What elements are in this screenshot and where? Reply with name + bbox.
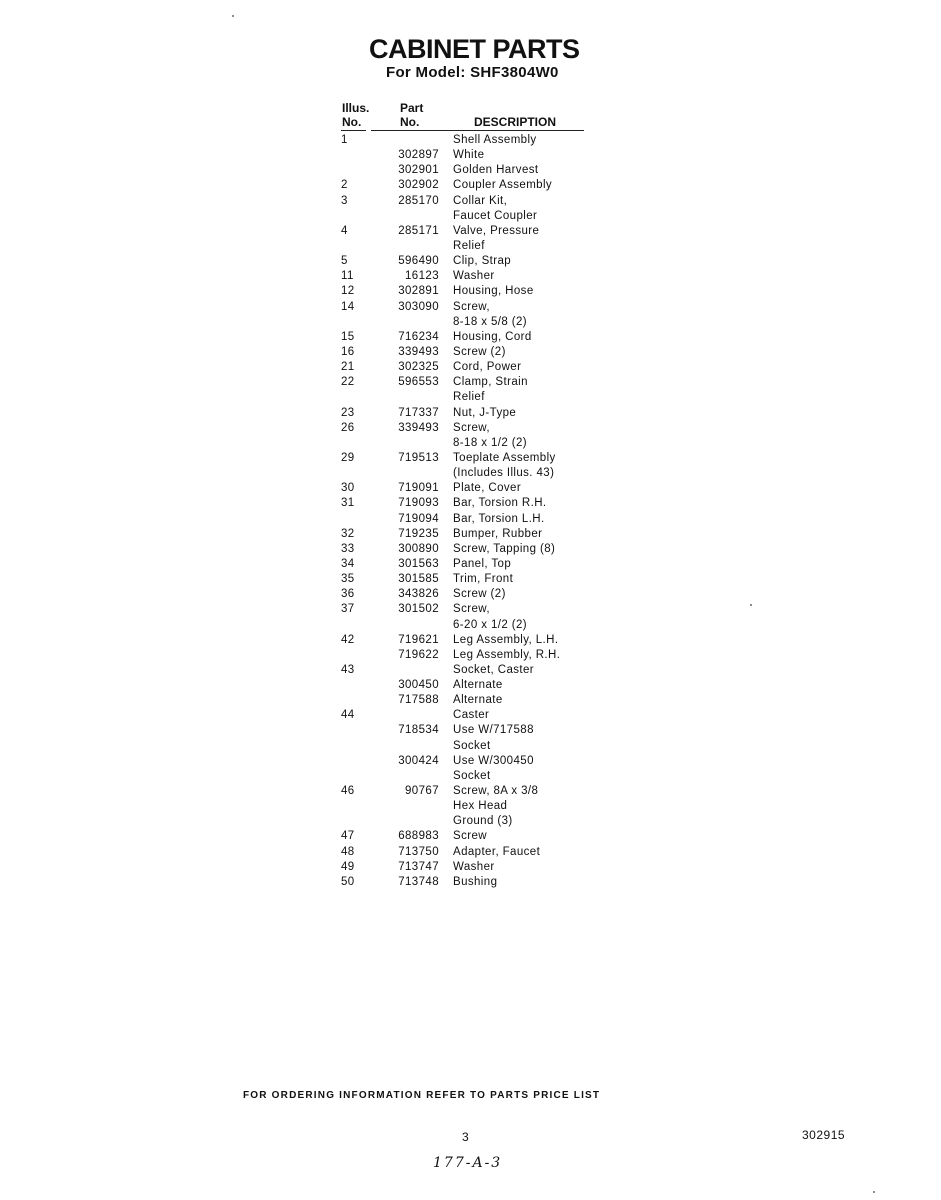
document-number: 302915 [802,1128,846,1142]
part-number-cell: 596553 [398,376,439,389]
part-number-cell: 713750 [398,845,439,858]
part-number-cell: 301502 [398,603,439,616]
part-number-cell: 302897 [398,149,439,162]
part-no-header [400,101,440,129]
description-cell: Panel, Top [453,557,512,570]
description-cell: Bushing [453,875,498,888]
part-number-cell: 719622 [398,648,439,661]
part-number-cell: 302325 [398,361,439,374]
illus-number-cell: 5 [341,255,348,268]
part-number-cell: 300424 [398,754,439,767]
description-cell: Screw [453,830,487,843]
description-cell: Screw (2) [453,588,506,601]
description-cell: Shell Assembly [453,134,537,146]
page-title: CABINET PARTS [369,34,580,64]
description-cell: Screw (2) [453,345,506,358]
part-number-cell: 301585 [398,573,439,586]
part-number-cell: 719235 [398,527,439,540]
illus-number-cell: 3 [341,194,348,207]
description-cell: Screw, [453,421,490,434]
description-cell: Nut, J-Type [453,406,517,419]
illus-number-cell: 23 [341,406,355,419]
scan-speck [750,604,752,606]
ordering-info-footer: FOR ORDERING INFORMATION REFER TO PARTS PRICE LIST [243,1090,601,1101]
part-number-cell: 343826 [398,588,439,601]
part-number-cell: 300450 [398,679,439,692]
illus-number-cell: 44 [341,709,355,722]
description-cell: Bar, Torsion L.H. [453,512,545,525]
part-number-cell: 339493 [398,345,439,358]
illus-number-cell: 34 [341,557,355,570]
description-cell: Screw, Tapping (8) [453,542,556,555]
description-cell: Toeplate Assembly [453,451,556,464]
illus-header-line1: Illus. [342,101,370,115]
description-cell: Use W/717588 [453,724,534,737]
description-cell: Washer [453,270,495,283]
description-cell: Clip, Strap [453,255,512,268]
part-number-cell: 90767 [405,785,439,798]
illus-number-cell: 49 [341,860,355,873]
illus-number-cell: 21 [341,361,355,374]
part-number-cell: 300890 [398,542,439,555]
header-underline-main [371,130,584,131]
description-cell: White [453,149,485,162]
description-cell: Ground (3) [453,815,513,828]
header-underline-illus [341,130,366,131]
illus-number-cell: 22 [341,376,355,389]
description-cell: Hex Head [453,800,508,813]
illus-number-cell: 31 [341,497,355,510]
illus-number-cell: 42 [341,633,355,646]
illus-number-cell: 1 [341,134,348,146]
description-cell: (Includes Illus. 43) [453,467,555,480]
part-number-cell: 339493 [398,421,439,434]
illus-number-cell: 36 [341,588,355,601]
part-number-cell: 719513 [398,451,439,464]
part-number-cell: 713748 [398,875,439,888]
illus-number-cell: 11 [341,270,354,283]
part-number-cell: 302901 [398,164,439,177]
part-number-cell: 717337 [398,406,439,419]
description-cell: Use W/300450 [453,754,534,767]
description-cell: Screw, [453,300,490,313]
part-number-cell: 301563 [398,557,439,570]
description-cell: Valve, Pressure [453,224,540,237]
description-cell: Trim, Front [453,573,514,586]
description-cell: Screw, 8A x 3/8 [453,785,539,798]
description-cell: Leg Assembly, L.H. [453,633,559,646]
part-number-cell: 719621 [398,633,439,646]
scan-speck [232,15,234,17]
description-cell: Housing, Cord [453,330,532,343]
part-number-cell: 688983 [398,830,439,843]
description-cell: Bar, Torsion R.H. [453,497,547,510]
description-cell: Alternate [453,694,503,707]
illus-number-cell: 47 [341,830,355,843]
description-cell: Socket [453,739,491,752]
illus-number-cell: 35 [341,573,355,586]
part-number-cell: 302902 [398,179,439,192]
description-cell: Caster [453,709,490,722]
scan-speck [873,1191,875,1193]
description-cell: Alternate [453,679,503,692]
description-cell: Screw, [453,603,490,616]
description-cell: Collar Kit, [453,194,508,207]
illus-number-cell: 12 [341,285,355,298]
description-cell: Bumper, Rubber [453,527,543,540]
illus-number-cell: 32 [341,527,355,540]
description-cell: Socket, Caster [453,663,535,676]
illus-header-line2: No. [342,115,362,129]
description-header: DESCRIPTION [474,115,557,129]
illus-number-cell: 48 [341,845,355,858]
page-number: 3 [462,1130,469,1144]
description-cell: Adapter, Faucet [453,845,541,858]
description-cell: 8-18 x 5/8 (2) [453,315,527,328]
description-cell: Washer [453,860,495,873]
part-number-cell: 713747 [398,860,439,873]
description-cell: Leg Assembly, R.H. [453,648,561,661]
description-cell: Coupler Assembly [453,179,553,192]
description-cell: 6-20 x 1/2 (2) [453,618,527,631]
illus-number-cell: 30 [341,482,355,495]
part-number-cell: 719091 [398,482,439,495]
illus-number-cell: 46 [341,785,355,798]
illus-number-cell: 16 [341,345,355,358]
illus-number-cell: 37 [341,603,355,616]
part-number-cell: 16123 [405,270,439,283]
part-number-cell: 719093 [398,497,439,510]
description-cell: Clamp, Strain [453,376,528,389]
part-number-cell: 719094 [398,512,439,525]
part-number-cell: 303090 [398,300,439,313]
description-cell: Relief [453,391,485,404]
description-cell: Faucet Coupler [453,209,538,222]
illus-number-cell: 29 [341,451,355,464]
description-cell: Housing, Hose [453,285,534,298]
part-number-cell: 596490 [398,255,439,268]
description-cell: 8-18 x 1/2 (2) [453,436,527,449]
part-number-cell: 718534 [398,724,439,737]
part-number-cell: 717588 [398,694,439,707]
part-header-line2: No. [400,115,420,129]
part-number-cell: 285170 [398,194,439,207]
description-cell: Golden Harvest [453,164,539,177]
illus-number-cell: 50 [341,875,355,888]
description-cell: Socket [453,769,491,782]
description-cell: Relief [453,239,485,252]
illus-number-cell: 33 [341,542,355,555]
part-header-line1: Part [400,101,424,115]
illus-number-cell: 14 [341,300,355,313]
part-number-cell: 302891 [398,285,439,298]
description-cell: Cord, Power [453,361,522,374]
illus-number-cell: 43 [341,663,355,676]
illus-number-cell: 26 [341,421,355,434]
description-cell: Plate, Cover [453,482,522,495]
model-subtitle: For Model: SHF3804W0 [386,64,559,81]
part-number-cell: 716234 [398,330,439,343]
illus-no-header [342,101,382,129]
illus-number-cell: 15 [341,330,355,343]
illus-number-cell: 2 [341,179,348,192]
illus-number-cell: 4 [341,224,348,237]
handwritten-note: 177-A-3 [433,1155,503,1171]
part-number-cell: 285171 [398,224,439,237]
